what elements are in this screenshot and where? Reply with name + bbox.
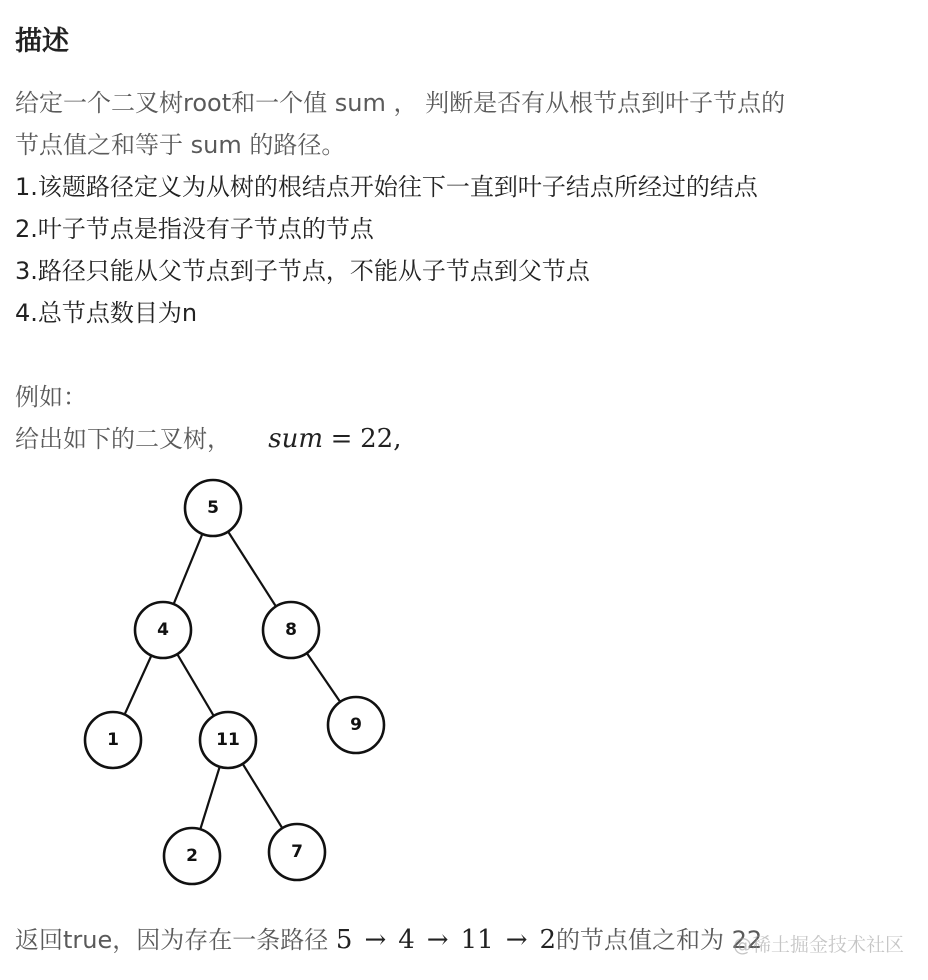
tree-node (263, 602, 319, 658)
tree-edges (113, 508, 356, 856)
tree-node-label: 4 (157, 620, 169, 640)
tree-node (164, 828, 220, 884)
tree-node (200, 712, 256, 768)
tree-node (185, 480, 241, 536)
example-label: 例如： (15, 383, 87, 411)
tree-node-label: 9 (350, 715, 362, 735)
example-given-line (15, 418, 401, 460)
problem-intro (15, 82, 915, 166)
math-equals: = (330, 424, 353, 454)
intro-line-2: 节点值之和等于 sum 的路径。 (15, 131, 346, 159)
path-arrow: → (364, 925, 387, 955)
rule-item: 2.叶子节点是指没有子节点的节点 (15, 215, 374, 243)
rules-list (15, 166, 915, 334)
path-node-value: 5 (335, 925, 353, 955)
tree-node (328, 697, 384, 753)
path-node-value: 2 (539, 925, 557, 955)
tree-node-label: 2 (186, 846, 198, 866)
tree-node (135, 602, 191, 658)
rule-item: 3.路径只能从父节点到子节点，不能从子节点到父节点 (15, 257, 590, 285)
math-sum-value: 22, (360, 424, 402, 454)
result-prefix: 返回true，因为存在一条路径 (15, 926, 329, 954)
watermark: @稀土掘金技术社区 (732, 934, 904, 956)
tree-node (269, 824, 325, 880)
result-suffix: 的节点值之和为 22 (556, 926, 763, 954)
path-node-value: 11 (460, 925, 494, 955)
intro-line-1: 给定一个二叉树root和一个值 sum ， 判断是否有从根节点到叶子节点的 (15, 89, 786, 117)
math-sum-variable: sum (268, 424, 324, 454)
tree-node-label: 7 (291, 842, 303, 862)
problem-title: 描述 (15, 26, 69, 57)
path-arrow: → (505, 925, 528, 955)
path-node-value: 4 (398, 925, 415, 955)
tree-node-label: 11 (216, 730, 240, 750)
tree-node (85, 712, 141, 768)
result-line (15, 918, 762, 962)
example-given-prefix: 给出如下的二叉树， (15, 425, 231, 453)
rule-item: 4.总节点数目为n (15, 299, 198, 327)
path-arrow: → (426, 925, 449, 955)
rule-item: 1.该题路径定义为从树的根结点开始往下一直到叶子结点所经过的结点 (15, 173, 758, 201)
binary-tree-diagram (70, 470, 400, 900)
tree-node-label: 5 (207, 498, 219, 518)
tree-node-label: 1 (107, 730, 119, 750)
tree-node-label: 8 (285, 620, 297, 640)
